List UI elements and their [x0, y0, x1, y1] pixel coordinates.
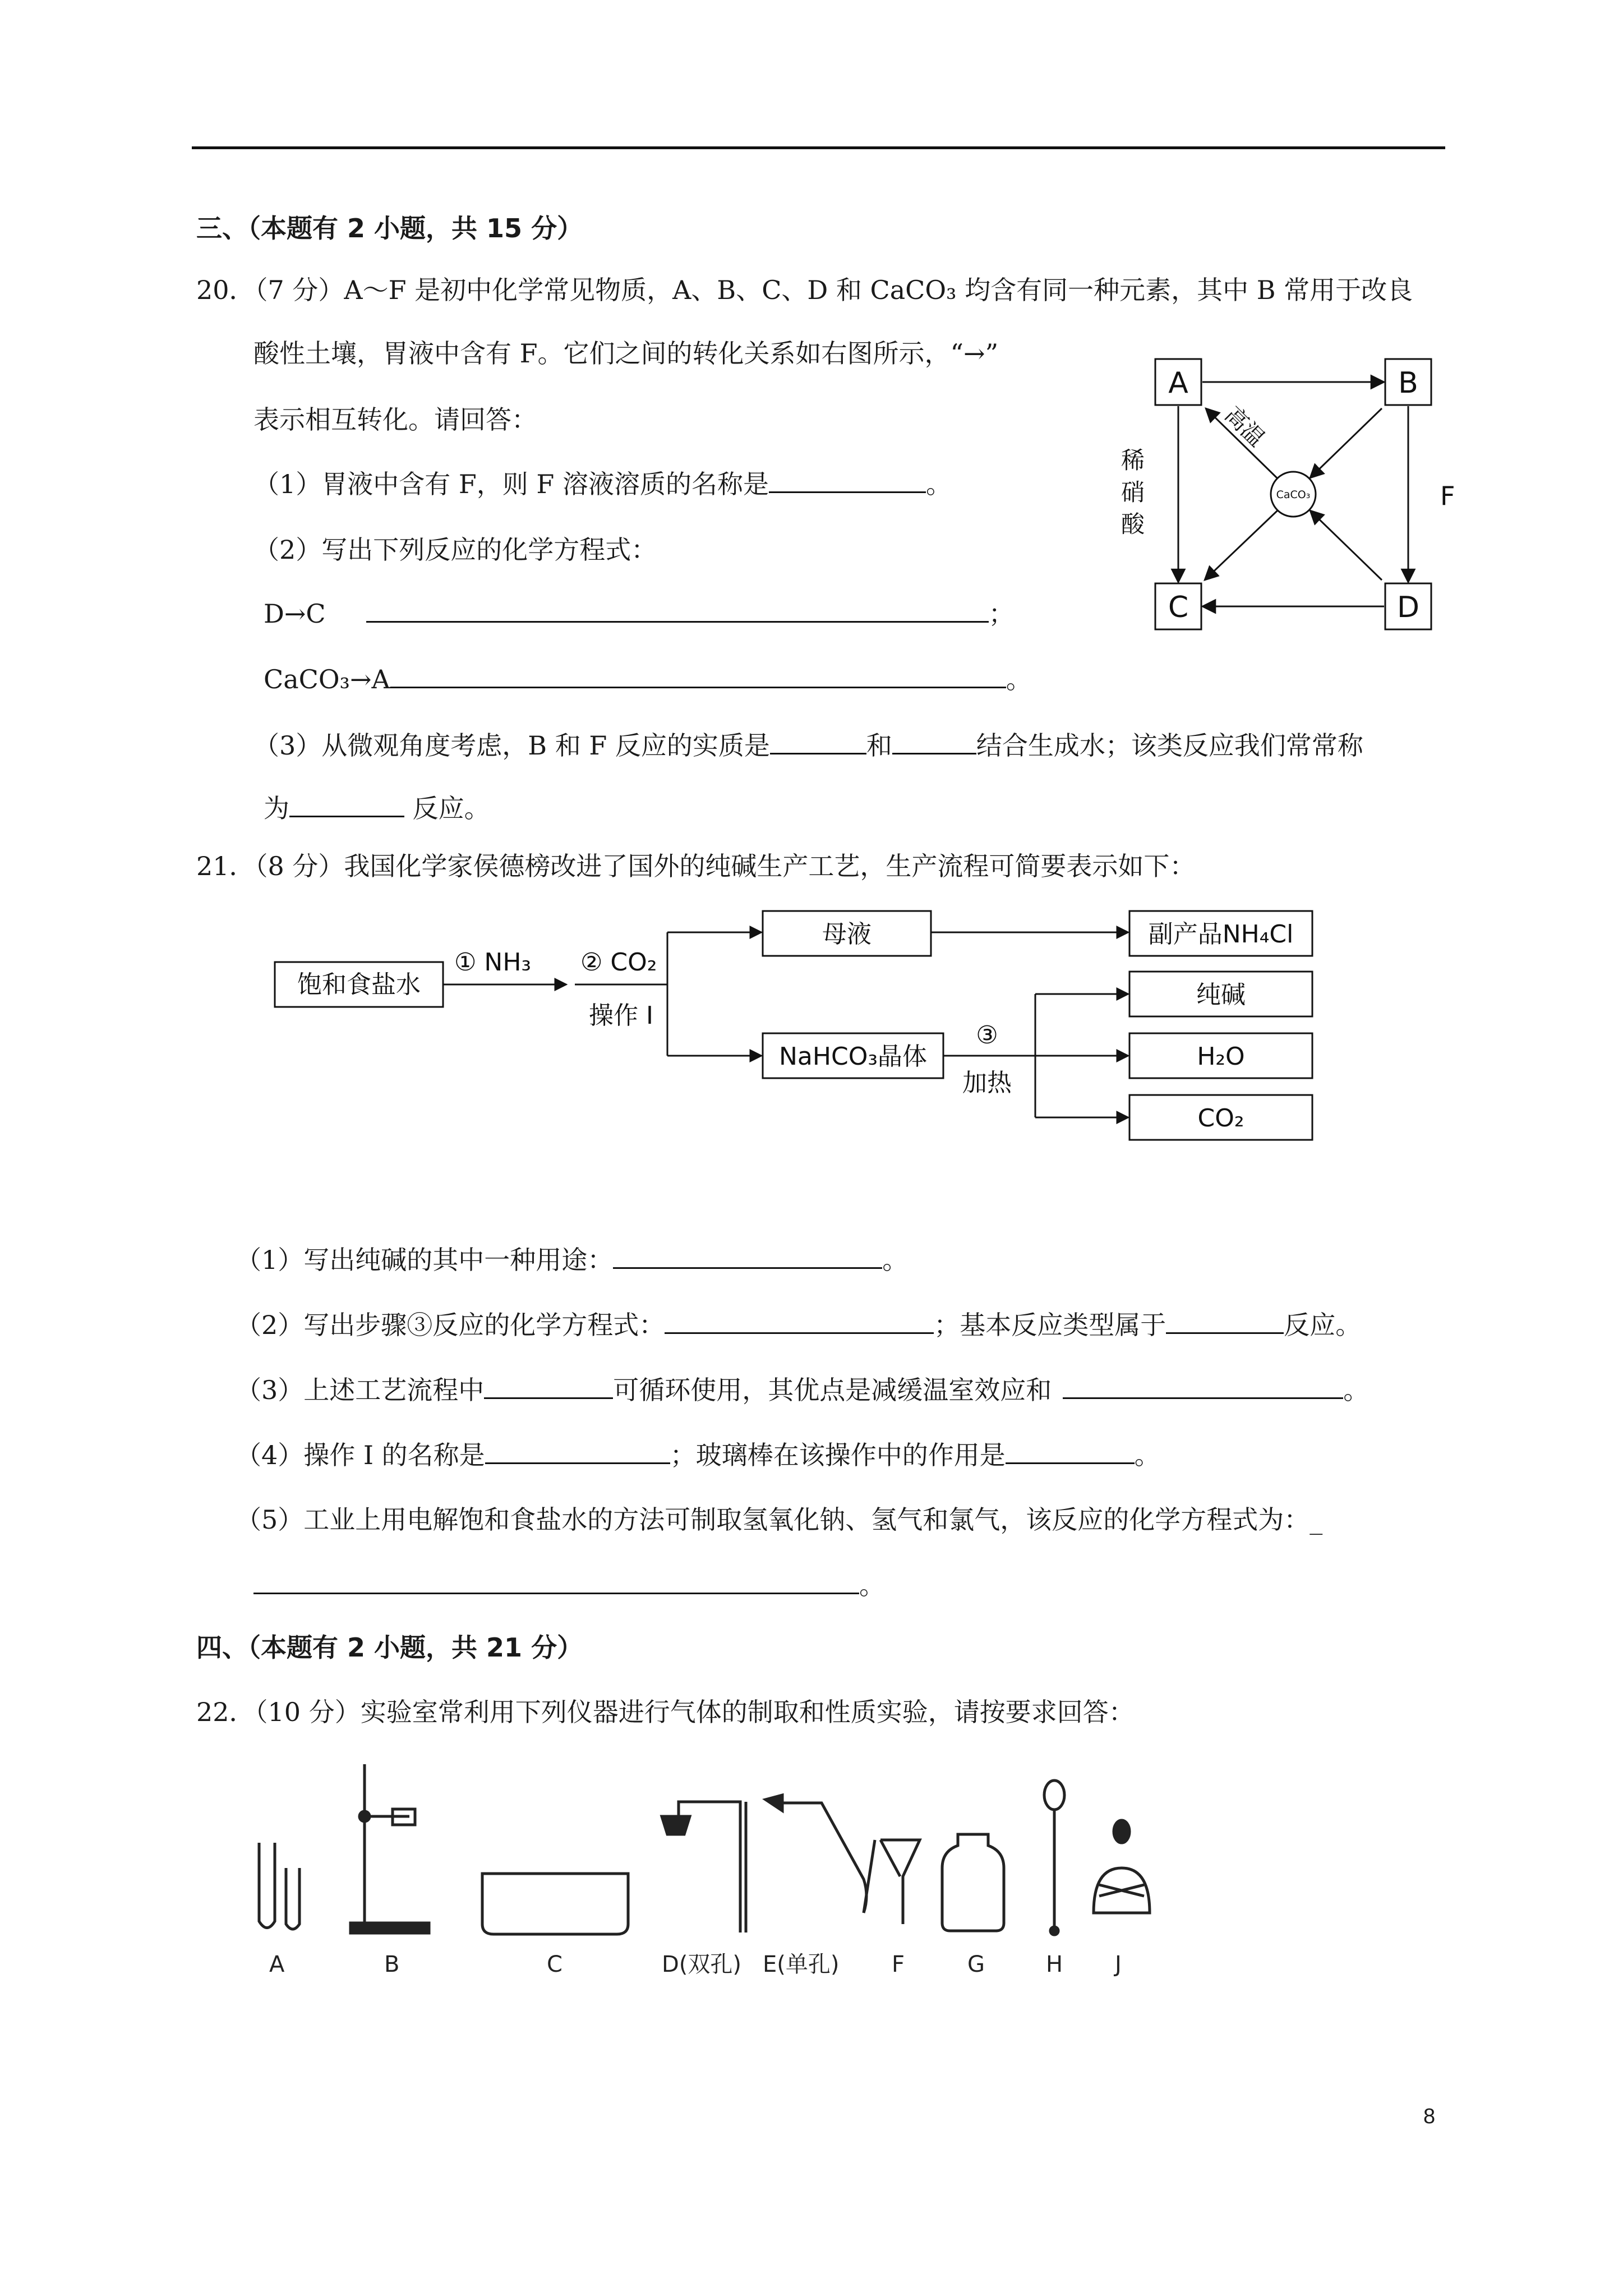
caco3-label: CaCO₃	[1276, 489, 1311, 501]
label-xi: 稀	[1121, 447, 1145, 474]
funnel-icon	[880, 1840, 920, 1924]
answer-blank[interactable]	[769, 467, 926, 493]
arrow-d-caco3	[1310, 510, 1382, 580]
double-hole-stopper-icon	[662, 1802, 746, 1932]
label-b: B	[384, 1952, 400, 1977]
single-hole-stopper-icon	[766, 1795, 875, 1913]
label-c: C	[547, 1952, 562, 1977]
q20-line2: 酸性土壤，胃液中含有 F。它们之间的转化关系如右图所示，“→”	[253, 338, 999, 369]
node-a-label: A	[1168, 366, 1188, 400]
answer-blank[interactable]	[1063, 1373, 1343, 1399]
q21-part5: （5）工业上用电解饱和食盐水的方法可制取氢氧化钠、氢气和氯气，该反应的化学方程式为：_	[236, 1504, 1323, 1535]
label-crystal: NaHCO₃晶体	[779, 1042, 927, 1071]
label-step2: ② CO₂	[580, 948, 657, 977]
page-number: 8	[1423, 2105, 1436, 2128]
label-xiao: 硝	[1121, 478, 1145, 506]
test-tube-icon	[259, 1843, 299, 1929]
answer-blank[interactable]	[613, 1243, 882, 1269]
answer-blank[interactable]	[1166, 1308, 1284, 1334]
q20-part1: （1）胃液中含有 F，则 F 溶液溶质的名称是 。	[253, 467, 952, 501]
label-a: A	[269, 1952, 285, 1977]
label-h: H	[1046, 1952, 1063, 1977]
answer-blank[interactable]	[770, 728, 866, 754]
gas-jar-icon	[942, 1834, 1004, 1931]
arrow-b-caco3	[1310, 408, 1382, 478]
q21-flow-diagram	[264, 898, 1329, 1161]
combustion-spoon-icon	[1044, 1780, 1064, 1935]
q21-line1: 21．（8 分）我国化学家侯德榜改进了国外的纯碱生产工艺，生产流程可简要表示如下：	[196, 851, 1196, 881]
label-byproduct: 副产品NH₄Cl	[1148, 920, 1294, 949]
q21-part5-cont: 。	[253, 1568, 885, 1602]
label-co2: CO₂	[1197, 1104, 1244, 1133]
q21-part1: （1）写出纯碱的其中一种用途： 。	[236, 1243, 908, 1277]
q20-line1: 20．（7 分）A～F 是初中化学常见物质，A、B、C、D 和 CaCO₃ 均含有同一种元素，其中 B 常用于改良	[196, 275, 1413, 305]
label-gaowen: 高温	[1219, 402, 1270, 452]
node-d-label: D	[1396, 591, 1420, 624]
q21-part3: （3）上述工艺流程中 可循环使用，其优点是减缓温室效应和 。	[236, 1373, 1369, 1407]
q20-part3: （3）从微观角度考虑，B 和 F 反应的实质是 和 结合生成水；该类反应我们常常称	[253, 728, 1363, 762]
label-d: D(双孔)	[662, 1952, 742, 1977]
label-step3: ③	[976, 1021, 998, 1050]
label-f: F	[892, 1952, 905, 1977]
q22-apparatus	[247, 1756, 1234, 1991]
label-j: J	[1115, 1952, 1122, 1977]
label-mother-liquor: 母液	[822, 920, 872, 949]
label-water: H₂O	[1197, 1042, 1245, 1071]
section3-heading: 三、（本题有 2 小题，共 15 分）	[196, 213, 583, 243]
alcohol-lamp-icon	[1094, 1820, 1150, 1913]
section4-heading: 四、（本题有 2 小题，共 21 分）	[196, 1632, 583, 1663]
q20-part2: （2）写出下列反应的化学方程式：	[253, 535, 657, 565]
answer-blank[interactable]	[665, 1308, 934, 1334]
answer-blank[interactable]	[485, 1438, 670, 1464]
answer-blank[interactable]	[390, 662, 1006, 688]
label-e: E(单孔)	[763, 1952, 840, 1977]
q20-reaction-d-c: D→C ；	[264, 596, 1015, 631]
trough-icon	[482, 1874, 628, 1934]
answer-blank[interactable]	[892, 728, 976, 754]
q20-part3-cont: 为 反应。	[264, 791, 490, 825]
answer-blank[interactable]	[366, 596, 989, 623]
label-soda: 纯碱	[1196, 981, 1246, 1009]
q20-line3: 表示相互转化。请回答：	[253, 404, 537, 435]
q21-part2: （2）写出步骤③反应的化学方程式： ；基本反应类型属于 反应。	[236, 1308, 1361, 1342]
label-operation: 操作 I	[589, 1001, 653, 1030]
label-heat: 加热	[962, 1069, 1012, 1097]
q20-conversion-diagram	[1121, 348, 1481, 639]
arrow-caco3-c	[1205, 510, 1278, 580]
node-c-label: C	[1168, 591, 1189, 624]
node-b-label: B	[1398, 366, 1418, 400]
answer-blank[interactable]	[1006, 1438, 1135, 1464]
answer-blank[interactable]	[253, 1568, 859, 1594]
q21-part4: （4）操作 I 的名称是 ；玻璃棒在该操作中的作用是 。	[236, 1438, 1160, 1472]
header-rule	[192, 146, 1445, 149]
label-step1: ① NH₃	[454, 948, 532, 977]
q20-reaction-caco3-a: CaCO₃→A 。	[264, 662, 1032, 696]
iron-stand-icon	[351, 1764, 429, 1933]
label-g: G	[967, 1952, 985, 1977]
label-suan: 酸	[1121, 510, 1145, 538]
answer-blank[interactable]	[484, 1373, 613, 1399]
answer-blank[interactable]	[289, 791, 404, 817]
label-f: F	[1440, 481, 1455, 511]
label-brine: 饱和食盐水	[297, 970, 421, 999]
q22-line1: 22．（10 分）实验室常利用下列仪器进行气体的制取和性质实验，请按要求回答：	[196, 1697, 1135, 1727]
